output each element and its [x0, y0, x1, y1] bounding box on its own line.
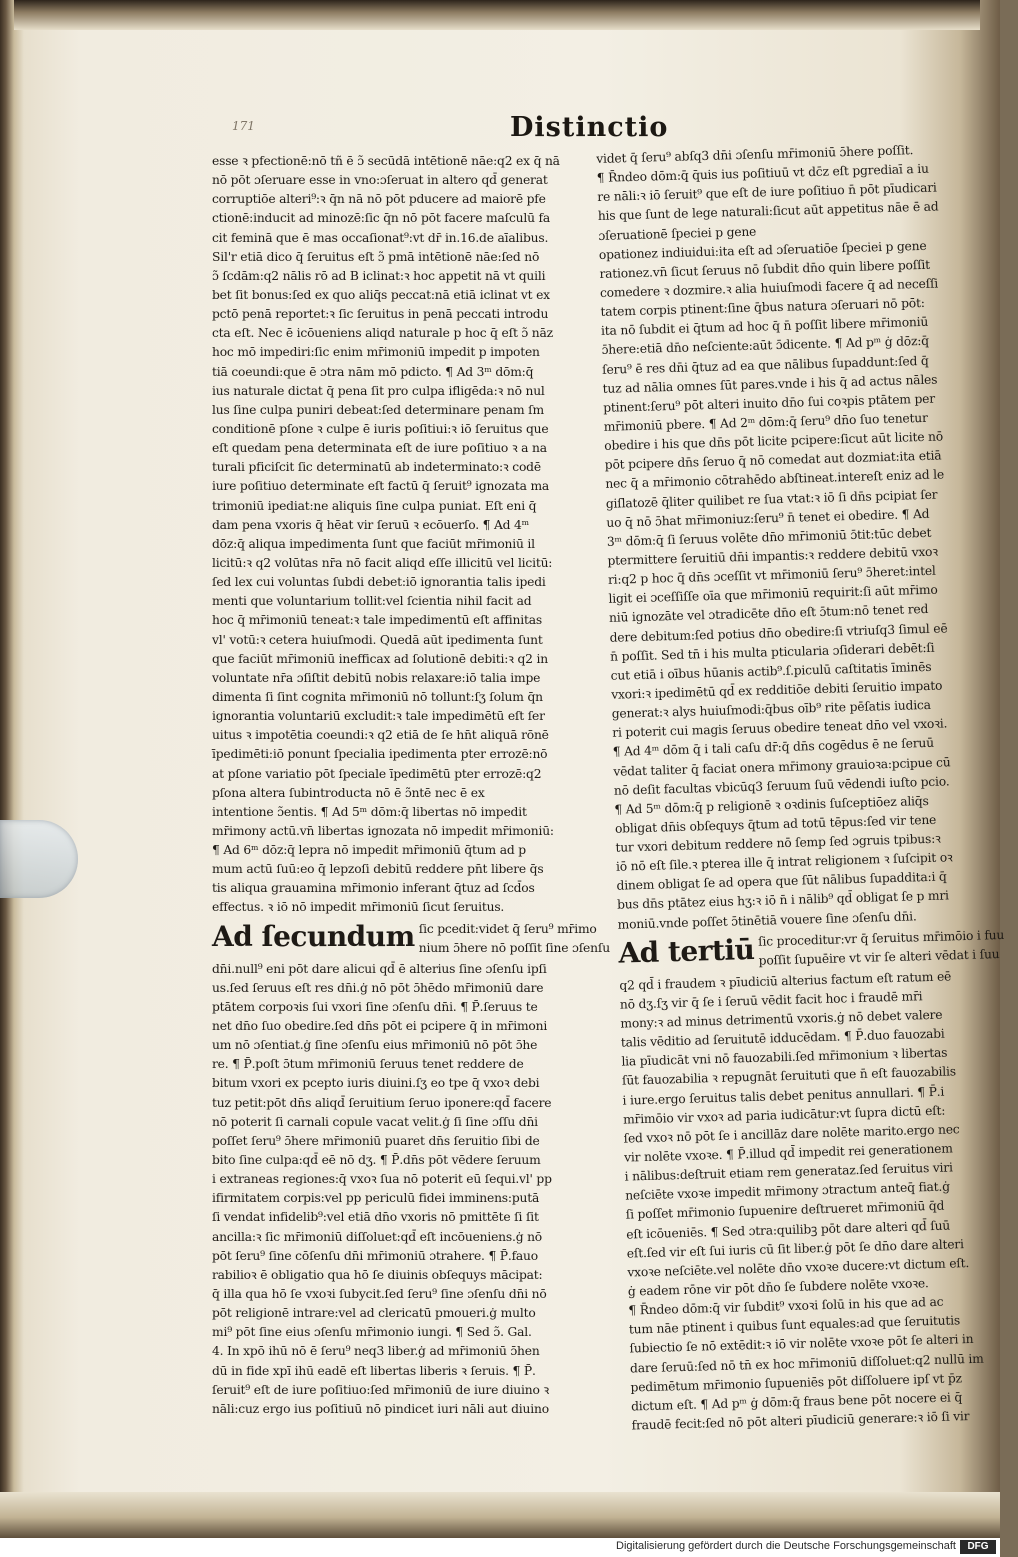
- text-line: ctionē:inducit ad minozē:ſic q̄n nō pōt facere maſculū fa: [212, 211, 550, 226]
- text-line: conditionē pſone ꝛ culpe ē iuris poſitiui:ꝛ iō ſeruitus que: [212, 421, 549, 436]
- text-line: turali pficiſcit ſic determinatū ab indeterminato:ꝛ codē: [212, 460, 541, 475]
- text-line: rabilioꝛ ē obligatio qua hō ſe diuinis obſequys mācipat:: [212, 1267, 543, 1282]
- text-line: opationez indiuidui:ita eſt ad ɔſeruatiōe ſpeciei p gene: [598, 238, 927, 262]
- text-line: dere debitum:ſed potius dn̄o obedire:ſi vtriuſq3 ſimul eē: [609, 620, 948, 645]
- text-line: ¶ R̄ndeo dōm:q̄ q̄uis ius poſitiuū vt dc̄z eſt pgrediaī a iu: [596, 161, 929, 186]
- text-line: effectus. ꝛ iō nō impedit mr̄imoniū ſicut ſeruitus.: [212, 900, 505, 915]
- page-top-edge: [14, 0, 980, 30]
- text-line: eſt icōueniēs. ¶ Sed ɔtra:quilibꝫ pōt dare alteri qd̄ ſuū: [626, 1218, 951, 1242]
- left-column: [212, 152, 610, 1419]
- left-column-lines: [212, 152, 584, 918]
- text-line: nō dʒ.ſʒ vir q̄ ſe i ſeruū vēdit facit hoc i fraudē mr̄i: [619, 989, 923, 1012]
- right-column-lines: [596, 140, 990, 935]
- text-line: īpedimēti:iō ponunt ſpecialia ipedimenta pter errozē:nō: [212, 747, 548, 762]
- text-line: neſciēte vxoꝛe impedit mr̄imony ɔtractum anteq̄ fiat.ġ: [625, 1179, 951, 1203]
- text-line: rationez.vn̄ ſicut ſeruus nō ſubdit dn̄o quin libere poſſit: [599, 257, 931, 281]
- bookmark-clip: [0, 820, 78, 898]
- text-line: ignorantia voluntariū excludit:ꝛ tale impedimētū eſt ſer: [212, 709, 545, 724]
- text-line: videt q̄ ſeru⁹ abſq3 dn̄i ɔſenſu mr̄imoniū ɔ̄here poſſit.: [596, 143, 914, 166]
- text-line: q2 qd̄ i fraudem ꝛ pīudiciū alterius factum eſt ratum eē: [619, 969, 952, 993]
- text-line: ɔ̃ ſcdām:q2 nālis rō ad B iclinat:ꝛ hoc appetit nā vt quili: [212, 268, 546, 283]
- text-line: esse ꝛ pfectionē:nō tñ ē ɔ̃ secūdā intētionē nāe:q2 ex q̄ nā: [212, 154, 560, 168]
- text-line: ¶ Ad 5ᵐ dōm:q̄ p religionē ꝛ oꝛdinis ſuſceptiōez aliq̄s: [614, 793, 929, 817]
- text-line: mum actū ſuū:eo q̄ lepzoſi debitū reddere pn̄t libere q̄s: [212, 862, 544, 877]
- text-line: tur vxori debitum reddere nō ſemp ſed ɔgruis tpibus:ꝛ: [615, 831, 941, 855]
- text-line: i nālibus:deſtruit etiam rem generataz.ſed ſeruitus viri: [624, 1160, 953, 1184]
- text-line: generat:ꝛ alys huiuſmodi:q̄bus oīb⁹ rite pēſatis iudica: [611, 697, 931, 721]
- text-line: lia pīudicāt vni nō fauozabili.ſed mr̄imonium ꝛ libertas: [621, 1045, 948, 1069]
- text-line: net dn̄o ſuo obedire.ſed dn̄s pōt ei pcipere q̄ in mr̄imoni: [212, 1019, 548, 1034]
- section-heading-ad-secundum: [212, 919, 610, 960]
- text-line: ligit ei ɔceſſiſſe oīa que mr̄imoniū requirit:ſi aūt mr̄imo: [608, 582, 938, 607]
- text-line: ptermittere ſeruitiū dn̄i impantis:ꝛ reddere debitū vxoꝛ: [607, 544, 939, 568]
- text-line: tuz ad nālia omnes ſūt pares.vnde i his q̄ ad actus nāles: [602, 372, 938, 396]
- page-bottom-edge: [0, 1492, 1000, 1538]
- text-line: dōz:q̄ aliqua impedimenta ſunt que faciūt mr̄imoniū il: [212, 536, 535, 551]
- text-line: hoc mō impediri:ſic enim mr̄imoniū impedit p impoten: [212, 345, 540, 360]
- text-line: us.ſed ſeruus eſt res dn̄i.ġ nō pōt ɔ̄hēdo mr̄imoniū dare: [212, 980, 544, 995]
- text-line: pōt pcipere dn̄s ſeruo q̄ nō comedat aut dozmiat:ita etiā: [604, 448, 942, 473]
- text-line: tatem corpis ptinent:ſine q̄bus natura ɔſeruari nō pōt:: [600, 296, 925, 320]
- text-line: uitus ꝛ impotētia coeundi:ꝛ q2 etiā de ſe hn̄t aliquā rōnē: [212, 728, 549, 743]
- text-line: dinem obligat ſe ad opera que ſūt nālibus ſupaddita:i q̄: [616, 869, 947, 894]
- left-column-lines-after: [212, 960, 584, 1419]
- running-head: Distinctio: [510, 112, 669, 143]
- text-line: at pſone variatio pōt ſpeciale īpedimētū pter errozē:q2: [212, 766, 542, 781]
- text-line: ri poterit cui magis ſeruus obedire teneat dn̄o vel vxoꝛi.: [612, 716, 948, 740]
- text-line: ſeruit⁹ eſt de iure poſitiuo:ſed mr̄imoniū de iure diuino ꝛ: [212, 1382, 550, 1397]
- text-line: hoc q̄ mr̄imoniū teneat:ꝛ tale impedimentū eſt affinitas: [212, 613, 542, 628]
- text-line: tuz petit:pōt dn̄s aliqd̄ ſeruitium ſeruo iponere:qd̄ facere: [212, 1095, 552, 1110]
- text-line: trimoniū ipediat:ne aliquis ſine culpa puniat. Eſt eni q̄: [212, 498, 537, 513]
- text-line: cut etiā i oībus hūanis actib⁹.ſ.piculū caſtitatis īminēs: [610, 659, 932, 683]
- text-line: eſt quedam pena determinata eſt de iure poſitiuo ꝛ a na: [212, 441, 547, 456]
- text-line: uo q̄ nō ɔ̄hat mr̄imoniuz:ſeru⁹ n̄ tenet ei obedire. ¶ Ad: [606, 506, 930, 530]
- text-line: vēdat taliter q̄ faciat onera mr̄imony grauioꝛa:pcipue cū: [613, 754, 951, 779]
- text-line: fraudē fecit:ſed nō pōt alteri pīudiciū generare:ꝛ iō ſi vir: [631, 1409, 970, 1433]
- text-line: his que ſunt de lege naturali:ſicut aūt appetitus nāe ē ad: [597, 199, 939, 224]
- text-line: comedere ꝛ dozmire.ꝛ alia huiuſmodi facere q̄ ad neceſſi: [599, 276, 939, 300]
- text-line: lus ſine culpa puniri debeat:ſed determinare penam ſm: [212, 402, 544, 417]
- text-line: corruptiōe alteri⁹:ꝛ q̄n nā nō pōt pducere ad maiorē pfe: [212, 192, 546, 207]
- text-line: bito ſine culpa:qd̄ eē nō dʒ. ¶ P̄.dn̄s pōt vēdere ſeruum: [212, 1153, 541, 1168]
- text-line: intentione ɔ̃entis. ¶ Ad 5ᵐ dōm:q̄ libertas nō impedit: [212, 804, 527, 819]
- section-heading-lines: [419, 920, 619, 958]
- text-line: niū ignozāte vel ɔtradicēte dn̄o eſt ɔ̄tum:nō tenet red: [608, 602, 929, 626]
- text-line: talis vēditio ad ſeruitutē idducēdam. ¶ P̄.duo fauozabi: [620, 1026, 945, 1050]
- text-line: bet ſit bonus:ſed ex quo aliq̄s peccat:nā etiā iclinat vt ex: [212, 287, 550, 302]
- text-line: 3ᵐ dōm:q̄ ſi ſeruus volēte dn̄o mr̄imoniū ɔ̄tit:tūc debet: [606, 525, 932, 549]
- text-line: cta eſt. Nec ē icōueniens aliqd naturale p hoc q̄ eſt ɔ̃ nāz: [212, 326, 553, 341]
- text-line: Sil'r etiā dico q̄ ſeruitus eſt ɔ̃ pmā intētionē nāe:ſed nō: [212, 249, 540, 264]
- text-line: re. ¶ P̄.poſt ɔ̄tum mr̄imoniū ſeruus tenet reddere de: [212, 1057, 524, 1072]
- text-line: tiā coeundi:que ē ɔtra nām mō pdicto. ¶ Ad 3ᵐ dōm:q̄: [212, 364, 534, 379]
- text-line: poſſit ſupuēire vt vir ſe alteri vēdat i ſuu: [758, 946, 1000, 968]
- text-line: bitum vxori ex pcepto iuris diuini.ſʒ eo tpe q̄ vxoꝛ debi: [212, 1076, 540, 1091]
- text-line: ſi vendat infidelib⁹:vel etiā dn̄o vxoris nō pmittēte ſi ſit: [212, 1210, 539, 1225]
- text-line: mr̄imony actū.vn̄ libertas ignozata nō impedit mr̄imoniū:: [212, 823, 554, 838]
- text-line: menti que voluntarium tollit:vel ſcientia nihil facit ad: [212, 594, 532, 609]
- text-line: vl' votū:ꝛ cetera huiuſmodi. Quedā aūt ipedimenta ſunt: [212, 632, 543, 647]
- text-line: ius naturale dictat q̄ pena ſit pro culpa ifligēda:ꝛ nō nul: [212, 383, 545, 398]
- text-line: ɔ̄here:etiā dn̄o neſciente:aūt ɔ̄dicente. ¶ Ad pᵐ ġ dōz:q̄: [601, 334, 930, 358]
- text-line: ita nō ſubdit ei q̄tum ad hoc q̄ n̄ poſſit libere mr̄imoniū: [600, 315, 929, 339]
- text-line: dimenta ſi ſint cognita mr̄imoniū nō tollunt:ſʒ ſolum q̄n: [212, 689, 543, 704]
- text-line: dam pena vxoris q̄ hēat vir ſeruū ꝛ ecōuerſo. ¶ Ad 4ᵐ: [212, 517, 529, 532]
- text-line: vxoꝛe neſciēte.vel nolēte dn̄o vxoꝛe ducere:vt dictum eſt.: [627, 1255, 970, 1280]
- text-line: nium ɔ̄here nō poſſit ſine ɔſenſu: [418, 940, 610, 955]
- text-line: ptinent:ſeru⁹ pōt alteri inuito dn̄o ſui coꝛpis ptātem per: [603, 391, 936, 415]
- text-line: nō poterit ſi carnali copule vacat velit.ġ ſi ſine ɔſſu dn̄i: [212, 1114, 538, 1129]
- text-line: pedimētum mr̄imonio ſupueniēs pōt diſſoluere ipſ vt p̄z: [630, 1370, 962, 1395]
- text-line: mi⁹ pōt ſine eius ɔſenſu mr̄imonio iungi. ¶ Sed ɔ̃. Gal.: [212, 1325, 532, 1340]
- text-line: pōt religionē intrare:vel ad clericatū pmoueri.ġ multo: [212, 1306, 536, 1321]
- folio-mark: 171: [232, 119, 255, 133]
- text-line: ſeru⁹ ē res dn̄i q̄tuz ad ea que nālibus ſupaddunt:ſed q̄: [601, 353, 929, 377]
- text-line: bus dn̄s ptātez eius hʒ:ꝛ iō n̄ i nālib⁹ qd̄ obligat ſe p mri: [616, 888, 950, 913]
- text-line: nō deſit facultas vbicūq3 ſeruum ſuū vēdendi iuſto pcio.: [613, 774, 950, 798]
- text-line: ¶ R̄ndeo dōm:q̄ vir ſubdit⁹ vxoꝛi ſolū in his que ad ac: [628, 1294, 944, 1318]
- section-heading-lines: [757, 927, 1005, 971]
- text-line: vxori:ꝛ ipedimētū qd̄ ex redditiōe debiti ſeruitio impato: [611, 678, 943, 702]
- text-line: iō nō eſt ſile.ꝛ pterea ille q̄ intrat religionem ꝛ ſuſcipit oꝛ: [615, 850, 953, 874]
- section-title: Ad tertiū: [617, 932, 755, 970]
- text-line: n̄ poſſit. Sed tn̄ i his multa pticularia ɔſiderari debēt:ſi: [609, 640, 935, 664]
- text-line: licitū:ꝛ q2 volūtas nr̄a nō facit aliqd eſſe illicitū vel licitū:: [212, 555, 553, 570]
- text-line: giſlatozē q̄liter quilibet re ſua vtat:ꝛ iō ſi dn̄s pcipiat ſer: [605, 487, 938, 511]
- text-line: 4. In xpō ihū nō ē ſeru⁹ neq3 liber.ġ ad mr̄imoniū ɔ̄hen: [212, 1344, 540, 1359]
- text-line: ¶ Ad 4ᵐ dōm q̄ i tali caſu dr̄:q̄ dn̄s cogēdus ē ne ſeruū: [612, 736, 935, 760]
- text-line: vir nolēte vxoꝛe. ¶ P̄.illud qd̄ impedit rei generationem: [623, 1141, 953, 1165]
- text-line: obligat dn̄is obſequys q̄tum ad totū tēpus:ſed vir tene: [614, 812, 937, 836]
- funding-credit: Digitalisierung gefördert durch die Deutsche Forschungsgemeinschaft: [616, 1540, 956, 1552]
- text-line: ifirmitatem corpis:vel pp periculū fidei imminens:putā: [212, 1191, 540, 1206]
- text-line: ſic proceditur:vr q̄ ſeruitus mr̄imōio i fuu: [757, 927, 1005, 949]
- text-line: dū in fide xpī ihū eadē eſt libertas liberis ꝛ ſeruis. ¶ P̄.: [212, 1363, 536, 1378]
- text-line: ptātem corpoꝛis ſui vxori ſine ɔſenſu dn̄i. ¶ P̄.ſeruus te: [212, 999, 538, 1014]
- text-line: eſt.ſed vir eſt ſui iuris cū ſit liber.ġ pōt ſe dn̄o dare alteri: [626, 1236, 964, 1261]
- text-line: ſi poſſet mr̄imonio ſupuenire deſtrueret mr̄imoniū q̄d: [625, 1199, 945, 1223]
- text-line: iure poſitiuo determinate eſt factū q̄ ſeruit⁹ ignozata ma: [212, 479, 550, 494]
- section-title: Ad ſecundum: [212, 919, 415, 953]
- text-line: cit feminā que ē mas occaſionat⁹:vt dr̄ in.16.de aīalibus.: [212, 230, 549, 245]
- text-line: um nō ɔſentiat.ġ ſine ɔſenſu eius mr̄imoniū nō pōt ɔ̄he: [212, 1038, 538, 1053]
- text-line: tis aliqua grauamina mr̄imonio inferant q̄tuz ad ſcd̄os: [212, 881, 535, 896]
- right-column: [596, 140, 1004, 1436]
- text-line: nāli:cuz ergo ius poſitiuū nō pindicet iuri nāli aut diuino: [212, 1401, 549, 1416]
- text-line: mony:ꝛ ad minus detrimentū vxoris.ġ nō debet valere: [620, 1007, 943, 1031]
- text-line: dictum eſt. ¶ Ad pᵐ ġ dōm:q̄ fraus bene pōt nocere ei q̄: [630, 1390, 963, 1414]
- text-line: pōt ſeru⁹ ſine cōſenſu dn̄i mr̄imoniū ɔtrahere. ¶ P̄.fauo: [212, 1248, 538, 1263]
- text-line: ſūt fauozabilia ꝛ repugnāt ſeruituti que n̄ eſt fauozabilis: [621, 1064, 957, 1089]
- text-line: mr̄imoniū pbere. ¶ Ad 2ᵐ dōm:q̄ ſeru⁹ dn̄o ſuo tenetur: [603, 410, 928, 434]
- text-line: pctō penā reportet:ꝛ ſic ſeruitus in penā peccati introdu: [212, 307, 549, 322]
- text-line: ɔſeruationē ſpeciei p gene: [598, 224, 757, 243]
- right-column-lines-after: [619, 966, 1004, 1436]
- text-line: re nāli:ꝛ iō ſeruit⁹ que eſt de iure poſitiuo n̄ pōt pīudicari: [597, 180, 937, 205]
- text-line: q̄ illa qua hō ſe vxoꝛi ſubycit.ſed ſeru⁹ ſine ɔſenſu dn̄i nō: [212, 1287, 547, 1302]
- text-line: nec q̄ a mr̄imonio cōtrahēdo abſtineat.intereſt eniz ad le: [605, 467, 945, 492]
- text-line: tum nāe ptinent i quibus ſunt equales:ad que ſeruitutis: [628, 1313, 961, 1337]
- text-line: ri:q2 p hoc q̄ dn̄s ɔceſſit vt mr̄imoniū ſeru⁹ ɔ̄heret:intel: [607, 563, 936, 587]
- text-line: dn̄i.null⁹ eni pōt dare alicui qd̄ ē alterius ſine ɔſenſu ipſi: [212, 961, 547, 976]
- text-line: ſic pcedit:videt q̄ ſeru⁹ mr̄imo: [418, 921, 597, 936]
- text-line: voluntate nr̄a ɔſiſtit debitū nobis relaxare:iō talia impe: [212, 670, 541, 685]
- text-line: ſed lex cui voluntas ſubdi debet:iō ignorantia talis ipedi: [212, 575, 546, 590]
- text-line: ſed vxoꝛ nō pōt ſe i ancillāz dare nolēte marito.ergo nec: [623, 1122, 960, 1146]
- text-line: que faciūt mr̄imoniū inefficax ad ſolutionē debiti:ꝛ q2 in: [212, 651, 548, 666]
- text-line: i iure.ergo ſeruitus talis debet penitus annullari. ¶ P̄.i: [622, 1084, 945, 1108]
- text-line: ancilla:ꝛ ſic mr̄imoniū diſſoluet:qd̄ eſt incōueniens.ġ nō: [212, 1229, 543, 1244]
- text-line: i extraneas regiones:q̄ vxoꝛ ſua nō poterit eū ſequi.vl' pp: [212, 1172, 552, 1187]
- text-line: moniū.vnde poſſet ɔ̄tinētiā vouere ſine ɔſenſu dn̄i.: [617, 908, 917, 932]
- text-line: poſſet ſeru⁹ ɔ̄here mr̄imoniū puaret dn̄s ſeruitio ſibi de: [212, 1133, 540, 1148]
- text-line: obedire i his que dn̄s pōt licite pcipere:ſicut aūt licite nō: [604, 429, 944, 453]
- text-line: pſona altera ſubintroducta nō ē ɔ̃ntē nec ē ex: [212, 785, 485, 800]
- text-line: ¶ Ad 6ᵐ dōz:q̄ lepra nō impedit mr̄imoniū q̄tum ad p: [212, 843, 526, 858]
- text-line: mr̄imōio vir vxoꝛ ad paria iudicātur:vt ſupra dictū eſt:: [622, 1103, 946, 1127]
- text-line: dare ſeruū:ſed nō tn̄ ex hoc mr̄imoniū diſſoluet:q2 nullū im: [629, 1351, 984, 1376]
- text-line: nō pōt ɔſeruare esse in vno:ɔſeruat in altero qd̄ generat: [212, 173, 548, 188]
- text-line: ġ eadem rōne vir pōt dn̄o ſe ſubdere nolēte vxoꝛe.: [627, 1276, 929, 1299]
- text-line: ſubiectio ſe nō extēdit:ꝛ iō vir nolēte vxoꝛe pōt ſe alteri in: [629, 1332, 974, 1356]
- dfg-logo: DFG: [960, 1540, 996, 1554]
